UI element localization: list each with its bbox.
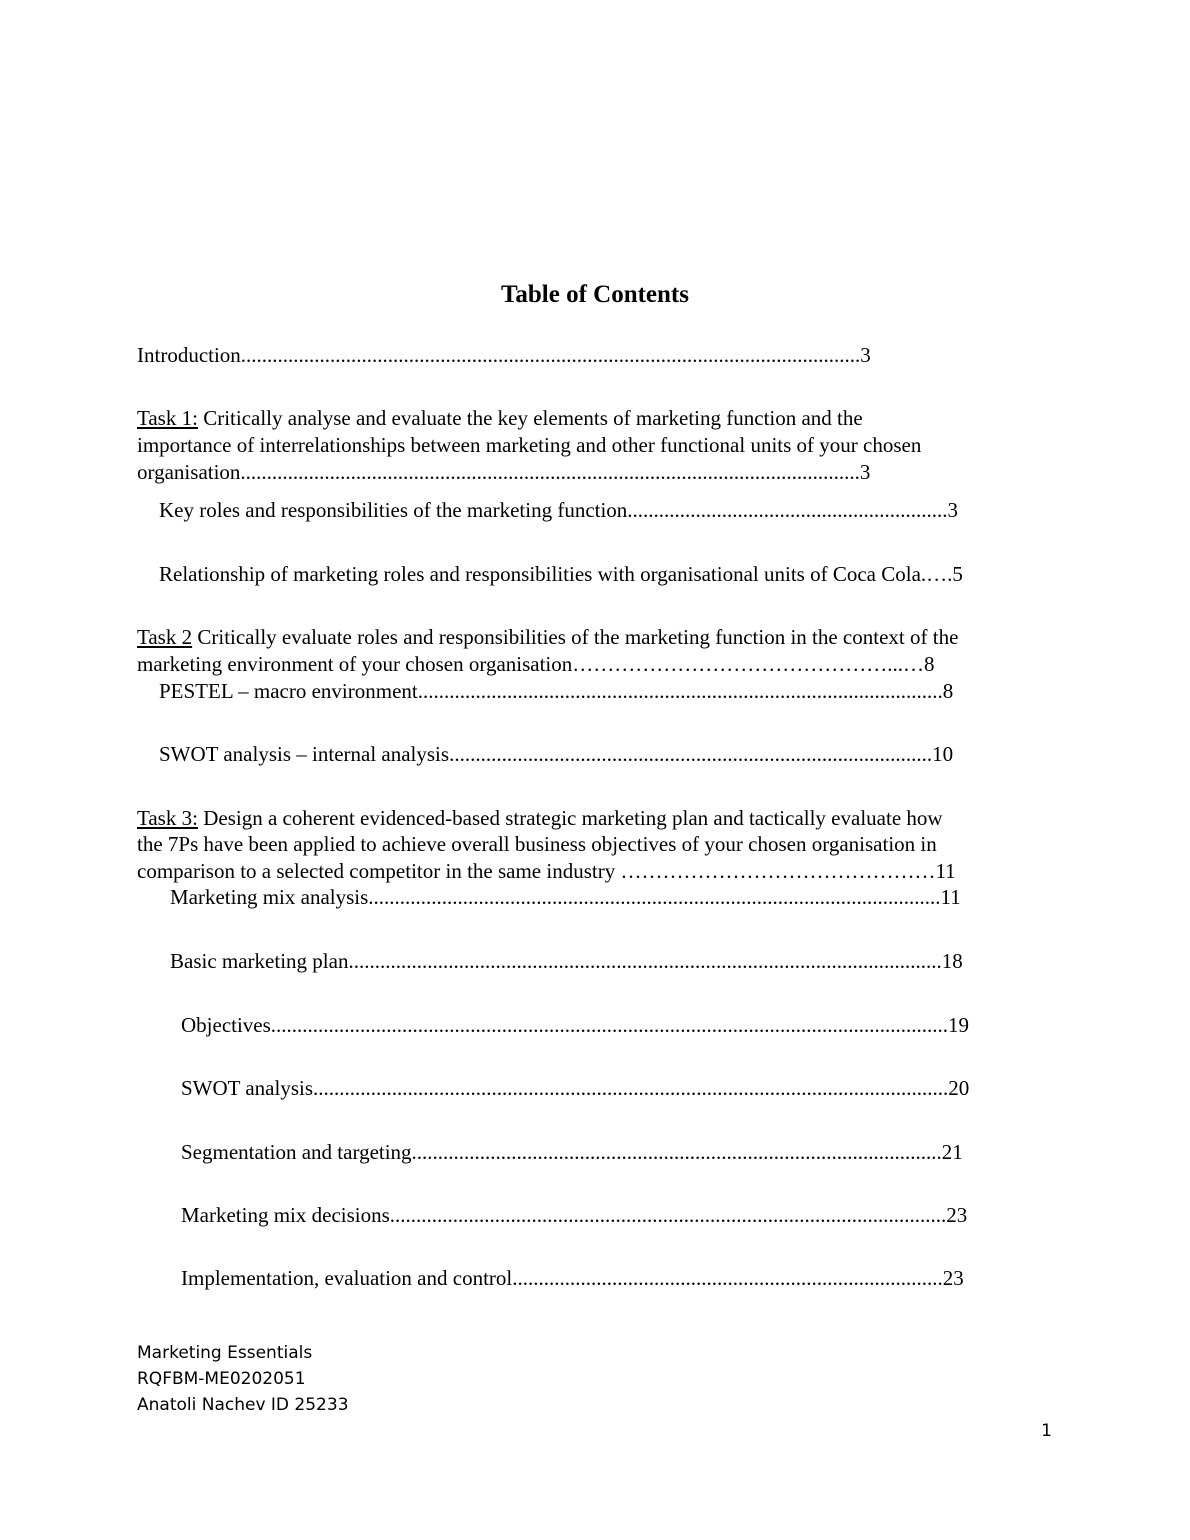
toc-entry-implementation[interactable]: Implementation, evaluation and control..................................................................................23 <box>181 1266 964 1290</box>
toc-entry-task1[interactable] <box>137 405 1053 432</box>
toc-entry-marketing-mix-analysis[interactable]: Marketing mix analysis.............................................................................................................11 <box>170 885 961 909</box>
toc-entry-task3[interactable] <box>137 805 1053 832</box>
task3-text: Design a coherent evidenced-based strategic marketing plan and tactically evaluate how <box>197 806 943 830</box>
task2-text: Critically evaluate roles and responsibilities of the marketing function in the context of the <box>192 625 959 649</box>
toc-entry-swot-analysis[interactable]: SWOT analysis.........................................................................................................................20 <box>181 1076 970 1100</box>
toc-entry-task2-line2[interactable]: marketing environment of your chosen organisation………………………………………...…8 <box>137 652 935 676</box>
toc-entry-basic-marketing-plan[interactable]: Basic marketing plan.................................................................................................................18 <box>170 949 963 973</box>
toc-entry-relationship[interactable]: Relationship of marketing roles and responsibilities with organisational units of Coca Cola.….5 <box>159 562 963 586</box>
task3-label: Task 3: <box>137 806 198 830</box>
page-number: 1 <box>1041 1421 1052 1441</box>
footer-code: RQFBM-ME0202051 <box>137 1369 306 1389</box>
toc-entry-task1-line3[interactable]: organisation......................................................................................................................3 <box>137 460 871 484</box>
footer-course: Marketing Essentials <box>137 1343 313 1363</box>
page-footer <box>137 1340 349 1418</box>
task2-label: Task 2 <box>137 625 193 649</box>
toc-entry-key-roles[interactable]: Key roles and responsibilities of the marketing function.............................................................3 <box>159 498 959 522</box>
footer-author: Anatoli Nachev ID 25233 <box>137 1395 349 1415</box>
toc-entry-task1-line2[interactable]: importance of interrelationships between marketing and other functional units of your chosen <box>137 433 922 457</box>
toc-entry-task3-line2[interactable]: the 7Ps have been applied to achieve overall business objectives of your chosen organisation in <box>137 832 937 856</box>
toc-entry-task3-line3[interactable]: comparison to a selected competitor in the same industry ………………………………………11 <box>137 859 956 883</box>
toc-entry-objectives[interactable]: Objectives.................................................................................................................................19 <box>181 1013 970 1037</box>
toc-entry-introduction[interactable]: Introduction......................................................................................................................3 <box>137 343 871 367</box>
page-title: Table of Contents <box>501 281 689 308</box>
toc-entry-swot-internal[interactable]: SWOT analysis – internal analysis............................................................................................10 <box>159 742 954 766</box>
toc-entry-pestel[interactable]: PESTEL – macro environment....................................................................................................8 <box>159 679 954 703</box>
task1-text: Critically analyse and evaluate the key elements of marketing function and the <box>197 406 863 430</box>
toc-entry-task2[interactable] <box>137 624 1053 651</box>
toc-entry-segmentation[interactable]: Segmentation and targeting.....................................................................................................21 <box>181 1140 963 1164</box>
toc-entry-marketing-mix-decisions[interactable]: Marketing mix decisions..........................................................................................................23 <box>181 1203 968 1227</box>
task1-label: Task 1: <box>137 406 198 430</box>
